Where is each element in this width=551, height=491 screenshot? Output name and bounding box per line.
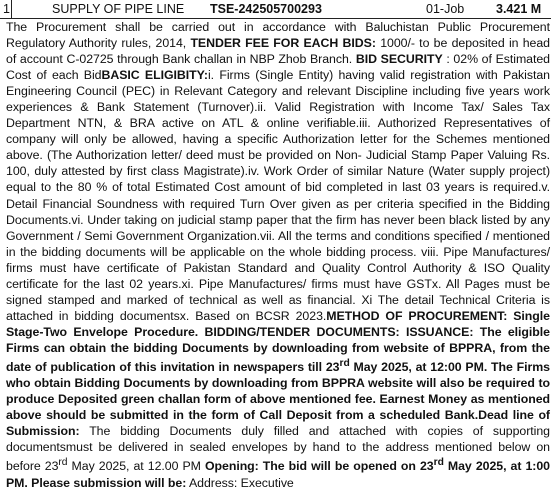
- bidding-documents-text-2: May 2025, at 12:00 PM. The Firms who obtain Bidding Documents by downloading from BPPRA website will also be required to produce Deposited green challan form of above mentioned fee. Earnest Money as mentioned above should be submitted in the form of Call Deposit from a scheduled Bank.: [6, 360, 550, 423]
- date-superscript: rd: [58, 457, 68, 469]
- item-title: SUPPLY OF PIPE LINE: [52, 2, 185, 16]
- opening-label: Opening: The bid will be opened on 23: [204, 459, 434, 474]
- eligibility-text: i. Firms (Single Entity) having valid registration with Pakistan Engineering Council (PEC) in Relevant Category and relevant Discipline including five years work experiences & Bank Statement (Turnover).ii. Valid Registration with Income Tax/ Sales Tax Department NTN, & BRA active on ATL & online verifiable.iii. Authorized Representatives of company will only be allowed, having a specific Authorization letter for the Schemes mentioned above. (The Authorization letter/ deed must be provided on Non- Judicial Stamp Paper Valuing Rs. 100, duly attested by first class Magistrate).iv. Work Order of similar Nature (Water supply project) equal to the 80 % of total Estimated Cost amount of bid completed in last 03 years is required.v. Detail Financial Soundness with required Turn Over given as per criteria specified in the Bidding Documents.vi. Under taking on judicial stamp paper that the firm has never been black listed by any Government / Semi Government Organization.vii. All the terms and conditions specified / mentioned in the bidding documents will be applicable on the whole bidding process. viii. Pipe Manufactures/ firms must have certificate of Pakistan Standard and Quality Control Authority & ISO Quality certificate for the last 02 years.xi. Pipe Manufactures/ firms must have GSTx. All Pages must be signed stamped and marked of technical as well as financial. Xi The detail Technical Criteria is attached in bidding documentsx. Based on BCSR 2023.: [6, 68, 550, 323]
- date-superscript: rd: [339, 357, 350, 369]
- tse-number: TSE-242505700293: [210, 2, 322, 16]
- intro-text: The Procurement shall be carried out in accordance with Baluchistan Public Procurement Regulatory Authority rules, 2014,: [6, 20, 550, 51]
- estimated-amount: 3.421 M: [496, 2, 542, 16]
- tender-table-row: [0, 0, 551, 19]
- tender-fee-label: TENDER FEE FOR EACH BIDS:: [190, 36, 381, 51]
- bid-security-text: : 02% of Estimated Cost of each Bid: [6, 52, 550, 83]
- deadline-label: Dead line of Submission:: [6, 408, 550, 439]
- job-count: 01-Job: [426, 2, 465, 16]
- bid-security-label: BID SECURITY: [355, 52, 443, 67]
- notice-body: [6, 19, 550, 491]
- opening-text: May 2025, at 1:00 PM. Please submission will be:: [6, 459, 550, 490]
- method-of-procurement: METHOD OF PROCUREMENT: Single Stage-Two Envelope Procedure.: [6, 308, 550, 339]
- bidding-documents-text: BIDDING/TENDER DOCUMENTS: ISSUANCE: The eligible Firms can obtain the bidding Documents by downloading from website of BPPRA, from the date of publication of this invitation in newspapers till 23: [6, 324, 550, 375]
- item-number: 1: [0, 0, 12, 18]
- date-superscript: rd: [433, 457, 444, 469]
- deadline-text: The bidding Documents duly filled and attached with copies of supporting documentsmust be delivered in sealed envelopes by hand to the address mentioned below on before 23: [6, 424, 550, 474]
- tender-fee-text: 1000/- to be deposited in head of account C-02725 through Bank challan in NBP Zhob Branch.: [6, 36, 550, 67]
- deadline-text-2: May 2025, at 12.00 PM: [67, 459, 205, 474]
- basic-eligibility-label: BASIC ELIGIBITY:: [101, 68, 208, 83]
- address-text: Address: Executive: [186, 475, 294, 490]
